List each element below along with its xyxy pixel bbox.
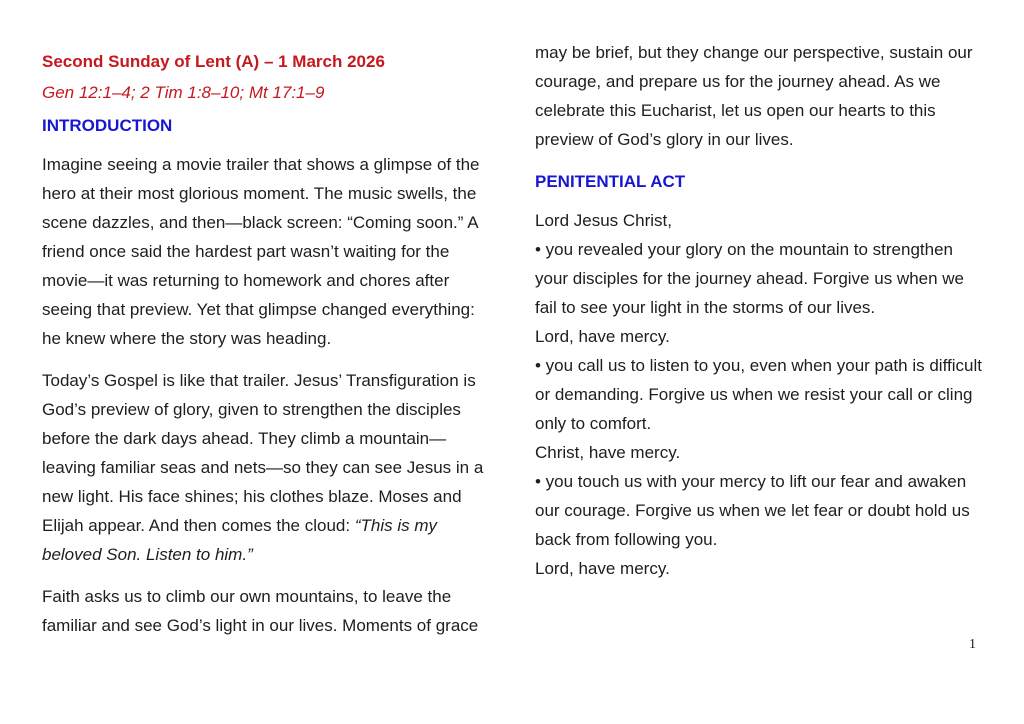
gospel-paragraph	[42, 366, 498, 569]
document-title: Second Sunday of Lent (A) – 1 March 2026	[42, 52, 385, 71]
liturgy-line-bullet-3: • you touch us with your mercy to lift our fear and awaken our courage. Forgive us when we let fear or doubt hold us back from following you.	[535, 472, 970, 549]
left-column	[42, 47, 498, 653]
faith-paragraph: Faith asks us to climb our own mountains, to leave the familiar and see God’s light in our lives. Moments of grace	[42, 587, 479, 635]
liturgy-line-response-3: Lord, have mercy.	[535, 559, 670, 578]
gospel-quote: “This is my beloved Son. Listen to him.”	[42, 516, 437, 564]
continuation-paragraph: may be brief, but they change our perspective, sustain our courage, and prepare us for the journey ahead. As we celebrate this Eucharist, let us open our hearts to this preview of God’s glory in our lives.	[535, 43, 973, 149]
liturgy-line-invocation: Lord Jesus Christ,	[535, 211, 672, 230]
penitential-act-heading: PENITENTIAL ACT	[535, 172, 686, 191]
liturgy-line-response-2: Christ, have mercy.	[535, 443, 681, 462]
introduction-heading: INTRODUCTION	[42, 116, 173, 135]
scripture-readings: Gen 12:1–4; 2 Tim 1:8–10; Mt 17:1–9	[42, 83, 325, 102]
liturgy-line-bullet-2: • you call us to listen to you, even when your path is difficult or demanding. Forgive us when we resist your call or cling only to comfort.	[535, 356, 982, 433]
gospel-paragraph-text: Today’s Gospel is like that trailer. Jesus’ Transfiguration is God’s preview of glory, given to strengthen the disciples before the dark days ahead. They climb a mountain—leaving familiar seas and nets—so they can see Jesus in a new light. His face shines; his clothes blaze. Moses and Elijah appear. And then comes the cloud:	[42, 371, 484, 535]
right-column	[535, 38, 989, 583]
intro-paragraph-1: Imagine seeing a movie trailer that shows a glimpse of the hero at their most glorious moment. The music swells, the scene dazzles, and then—black screen: “Coming soon.” A friend once said the hardest part wasn’t waiting for the movie—it was returning to homework and chores after seeing that preview. Yet that glimpse changed everything: he knew where the story was heading.	[42, 155, 480, 348]
penitential-act-block	[535, 206, 989, 583]
liturgy-line-bullet-1: • you revealed your glory on the mountain to strengthen your disciples for the journey ahead. Forgive us when we fail to see your light in the storms of our lives.	[535, 240, 965, 317]
liturgy-line-response-1: Lord, have mercy.	[535, 327, 670, 346]
page-number: 1	[969, 637, 976, 652]
